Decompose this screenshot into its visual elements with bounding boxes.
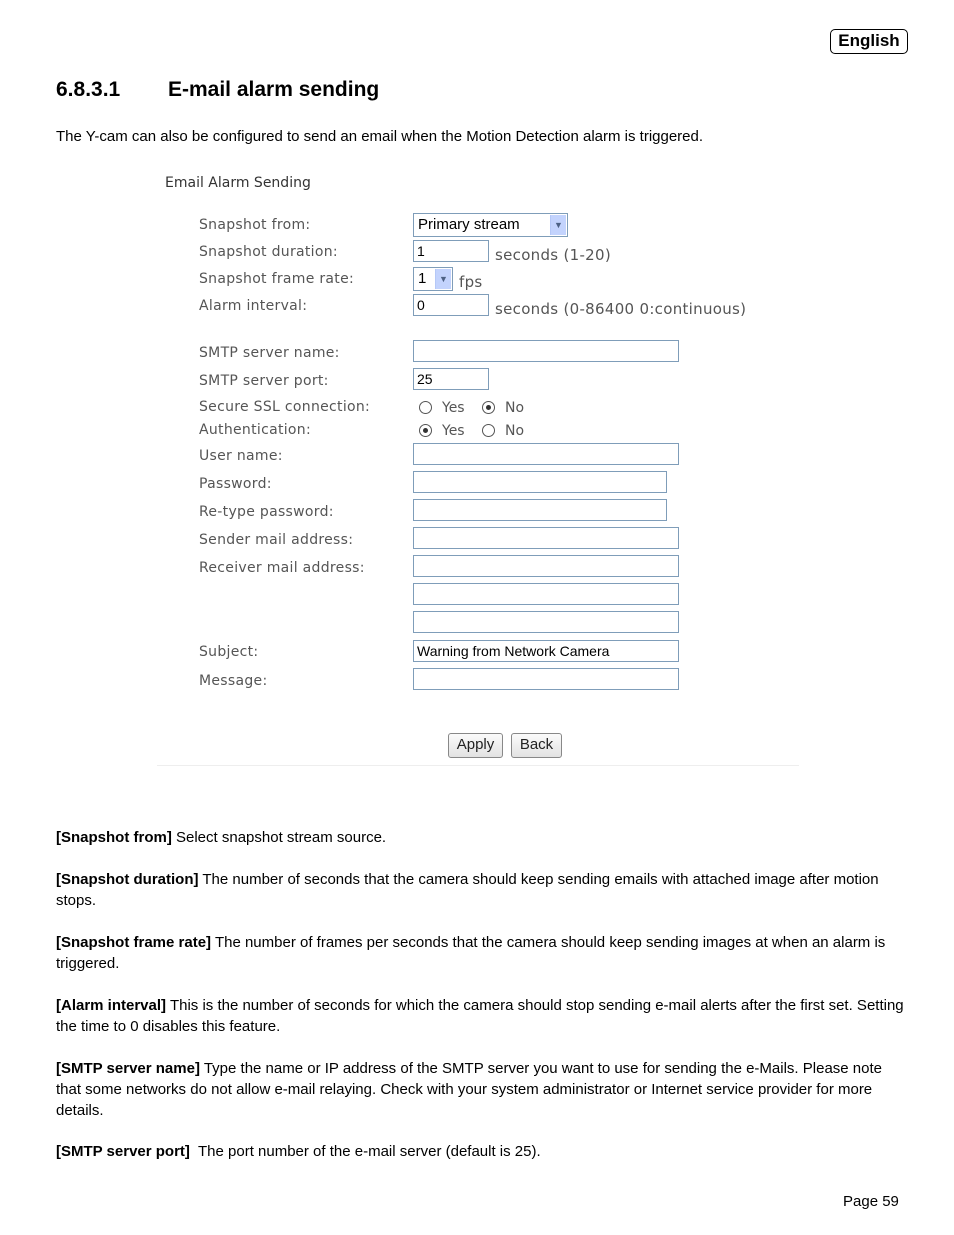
description-snapshot-frame-rate [56,932,906,974]
snapshot-duration-input[interactable]: 1 [413,240,489,262]
user-name-input[interactable] [413,443,679,465]
snapshot-duration-hint: seconds (1-20) [495,246,612,264]
definition: This is the number of seconds for which the camera should stop sending e-mail alerts after the first set. Setting the time to 0 disables this feature. [56,997,904,1035]
frame-rate-value: 1 [418,270,427,287]
frame-rate-unit: fps [459,273,483,291]
auth-yes-radio[interactable] [419,424,432,437]
password-input[interactable] [413,471,667,493]
snapshot-from-label: Snapshot from: [199,217,311,233]
definition: Type the name or IP address of the SMTP server you want to use for sending the e-Mails. Please note that some networks do not allow e-mail relaying. Check with your system administrator or Internet service provider for more details. [56,1060,882,1119]
retype-password-input[interactable] [413,499,667,521]
definition: The port number of the e-mail server (default is 25). [189,1143,541,1160]
retype-password-label: Re-type password: [199,504,334,520]
term: [SMTP server name] [56,1060,200,1077]
authentication-label: Authentication: [199,422,311,438]
term: [Alarm interval] [56,997,167,1014]
alarm-interval-hint: seconds (0-86400 0:continuous) [495,300,747,318]
auth-no-label: No [505,423,525,439]
auth-yes-label: Yes [442,423,465,439]
description-smtp-server-name [56,1058,906,1121]
receiver-mail-input[interactable] [413,555,679,577]
snapshot-from-select[interactable] [413,213,568,237]
receiver-mail-label: Receiver mail address: [199,560,365,576]
description-alarm-interval [56,995,906,1037]
ssl-no-radio[interactable] [482,401,495,414]
term: [Snapshot frame rate] [56,934,212,951]
term: [Snapshot duration] [56,871,199,888]
snapshot-from-value: Primary stream [418,216,520,233]
snapshot-frame-rate-label: Snapshot frame rate: [199,271,355,287]
auth-no-radio[interactable] [482,424,495,437]
message-input[interactable] [413,668,679,690]
description-smtp-server-port [56,1141,906,1162]
ssl-yes-label: Yes [442,400,465,416]
chevron-down-icon[interactable]: ▼ [550,215,566,235]
definition: Select snapshot stream source. [171,829,387,846]
term: [SMTP server port] [56,1143,190,1160]
chevron-down-icon[interactable]: ▼ [435,269,451,289]
secure-ssl-label: Secure SSL connection: [199,399,371,415]
email-alarm-form [157,169,799,766]
intro-text: The Y-cam can also be configured to send an email when the Motion Detection alarm is triggered. [56,128,704,145]
sender-mail-input[interactable] [413,527,679,549]
subject-input[interactable]: Warning from Network Camera [413,640,679,662]
section-title: E-mail alarm sending [168,78,380,101]
section-heading [56,78,379,102]
ssl-yes-radio[interactable] [419,401,432,414]
smtp-server-name-label: SMTP server name: [199,345,340,361]
back-button[interactable]: Back [511,733,562,758]
sender-mail-label: Sender mail address: [199,532,354,548]
description-snapshot-duration [56,869,906,911]
subject-label: Subject: [199,644,259,660]
form-title: Email Alarm Sending [165,175,311,191]
alarm-interval-label: Alarm interval: [199,298,308,314]
ssl-no-label: No [505,400,525,416]
alarm-interval-input[interactable]: 0 [413,294,489,316]
definition: The number of frames per seconds that the camera should keep sending images at when an alarm is triggered. [56,934,886,972]
message-label: Message: [199,673,268,689]
language-badge: English [830,29,908,54]
page-number: Page 59 [843,1193,899,1210]
term: [Snapshot from] [56,829,172,846]
smtp-server-port-input[interactable]: 25 [413,368,489,390]
receiver-mail-input[interactable] [413,583,679,605]
receiver-mail-input[interactable] [413,611,679,633]
definition: The number of seconds that the camera should keep sending emails with attached image after motion stops. [56,871,879,909]
password-label: Password: [199,476,272,492]
user-name-label: User name: [199,448,283,464]
description-snapshot-from [56,827,906,848]
smtp-server-port-label: SMTP server port: [199,373,329,389]
section-number: 6.8.3.1 [56,78,121,101]
smtp-server-name-input[interactable] [413,340,679,362]
apply-button[interactable]: Apply [448,733,503,758]
snapshot-duration-label: Snapshot duration: [199,244,338,260]
snapshot-frame-rate-select[interactable] [413,267,453,291]
